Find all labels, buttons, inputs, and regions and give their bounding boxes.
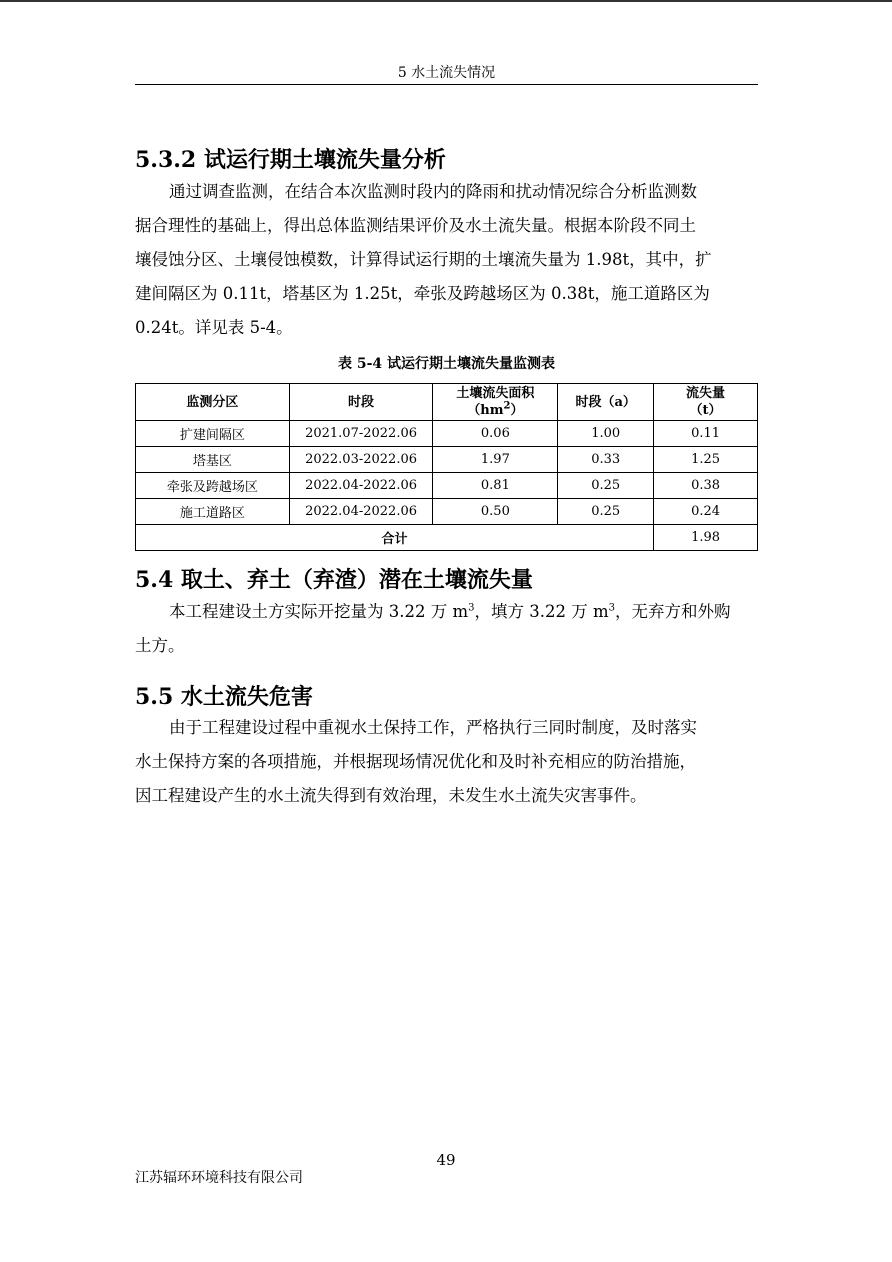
paragraph-line: 壤侵蚀分区、土壤侵蚀模数，计算得试运行期的土壤流失量为 1.98t，其中，扩 (135, 250, 712, 269)
paragraph-line: 水土保持方案的各项措施，并根据现场情况优化和及时补充相应的防治措施， (135, 752, 696, 771)
section-heading-5-3-2: 5.3.2 试运行期土壤流失量分析 (135, 147, 446, 173)
header-area-unit: $(hm^2)$ (467, 400, 524, 418)
header-period: 时段 (289, 384, 433, 421)
cell-zone: 塔基区 (136, 447, 290, 473)
header-duration: 时段（a） (558, 384, 654, 421)
header-loss-unit: （t） (689, 403, 722, 418)
paragraph-line: 本工程建设土方实际开挖量为 3.22 万 $m^3$，填方 3.22 万 $m^3$，无弃方和外购 (169, 602, 731, 621)
cell-area: 0.06 (433, 421, 558, 447)
footer-company: 江苏辐环环境科技有限公司 (135, 1170, 303, 1186)
header-loss-label: 流失量 (686, 386, 726, 401)
paragraph-line: 0.24t。详见表 5-4。 (135, 318, 293, 337)
table-caption: 表 5-4 试运行期土壤流失量监测表 (337, 356, 556, 372)
page-number: 49 (436, 1151, 456, 1169)
page-top-border (0, 0, 892, 2)
cell-zone: 施工道路区 (136, 499, 290, 525)
running-header: 5 水土流失情况 (397, 65, 496, 81)
cell-loss: 1.25 (654, 447, 758, 473)
table-row (136, 473, 758, 499)
table-row (136, 499, 758, 525)
cell-duration: 0.25 (558, 473, 654, 499)
total-value: 1.98 (654, 525, 758, 551)
cell-area: 0.81 (433, 473, 558, 499)
table-total-row (136, 525, 758, 551)
section-heading-5-4: 5.4 取土、弃土（弃渣）潜在土壤流失量 (135, 567, 533, 593)
header-zone: 监测分区 (136, 384, 290, 421)
cell-period: 2022.04-2022.06 (289, 473, 433, 499)
cell-zone: 扩建间隔区 (136, 421, 290, 447)
header-area-label: 土壤流失面积 (456, 386, 535, 401)
paragraph-line: 土方。 (135, 636, 185, 655)
header-area (433, 384, 558, 421)
paragraph-line: 据合理性的基础上，得出总体监测结果评价及水土流失量。根据本阶段不同土 (135, 216, 696, 235)
paragraph-line: 通过调查监测，在结合本次监测时段内的降雨和扰动情况综合分析监测数 (169, 182, 697, 201)
cell-area: 0.50 (433, 499, 558, 525)
table-row (136, 447, 758, 473)
paragraph-5-5 (135, 711, 758, 813)
cell-loss: 0.38 (654, 473, 758, 499)
section-heading-5-5: 5.5 水土流失危害 (135, 684, 313, 710)
cell-period: 2022.04-2022.06 (289, 499, 433, 525)
cell-loss: 0.24 (654, 499, 758, 525)
soil-loss-table (135, 383, 758, 551)
cell-area: 1.97 (433, 447, 558, 473)
paragraph-5-3-2 (135, 175, 758, 345)
cell-period: 2021.07-2022.06 (289, 421, 433, 447)
cell-period: 2022.03-2022.06 (289, 447, 433, 473)
paragraph-5-4 (135, 595, 758, 663)
header-loss (654, 384, 758, 421)
paragraph-line: 建间隔区为 0.11t，塔基区为 1.25t，牵张及跨越场区为 0.38t，施工道路区为 (135, 284, 710, 303)
cell-duration: 0.25 (558, 499, 654, 525)
table-row (136, 421, 758, 447)
paragraph-line: 因工程建设产生的水土流失得到有效治理，未发生水土流失灾害事件。 (135, 786, 647, 805)
cell-duration: 1.00 (558, 421, 654, 447)
header-rule (135, 84, 758, 85)
cell-loss: 0.11 (654, 421, 758, 447)
total-label: 合计 (136, 525, 654, 551)
cell-zone: 牵张及跨越场区 (136, 473, 290, 499)
table-header-row (136, 384, 758, 421)
cell-duration: 0.33 (558, 447, 654, 473)
paragraph-line: 由于工程建设过程中重视水土保持工作，严格执行三同时制度，及时落实 (169, 718, 697, 737)
